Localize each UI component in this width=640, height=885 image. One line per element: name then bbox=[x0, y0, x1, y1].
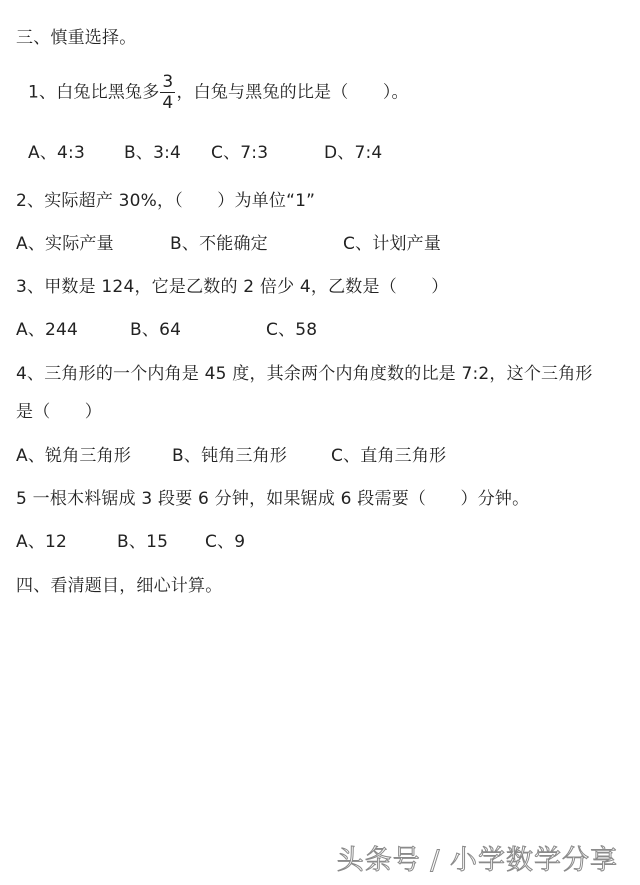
question-5-options bbox=[0, 530, 640, 554]
question-4-line-1: 4、三角形的一个内角是 45 度，其余两个内角度数的比是 7:2，这个三角形 bbox=[16, 364, 593, 384]
question-1 bbox=[28, 72, 409, 116]
question-3-options bbox=[0, 318, 640, 342]
option-a: A、实际产量 bbox=[16, 234, 114, 254]
question-1-options bbox=[0, 141, 640, 165]
option-b: B、钝角三角形 bbox=[172, 446, 288, 466]
section-4-title: 四、看清题目，细心计算。 bbox=[16, 576, 223, 596]
section-3-title: 三、慎重选择。 bbox=[16, 28, 137, 48]
option-c: C、9 bbox=[205, 532, 246, 552]
option-c: C、58 bbox=[266, 320, 318, 340]
question-1-prefix: 1、白兔比黑兔多 bbox=[28, 82, 160, 103]
question-4-options bbox=[0, 444, 640, 468]
option-d: D、7:4 bbox=[324, 143, 383, 163]
option-b: B、64 bbox=[130, 320, 182, 340]
option-c: C、计划产量 bbox=[343, 234, 442, 254]
question-4-line-2: 是（ ） bbox=[16, 402, 102, 422]
question-2: 2、实际超产 30%，（ ）为单位“1” bbox=[16, 191, 316, 211]
question-2-options bbox=[0, 232, 640, 256]
option-c: C、直角三角形 bbox=[331, 446, 447, 466]
option-b: B、15 bbox=[117, 532, 169, 552]
question-3: 3、甲数是 124，它是乙数的 2 倍少 4，乙数是（ ） bbox=[16, 277, 449, 297]
fraction-numerator: 3 bbox=[162, 72, 174, 92]
option-a: A、244 bbox=[16, 320, 79, 340]
option-c: C、7:3 bbox=[211, 143, 269, 163]
option-b: B、3:4 bbox=[124, 143, 182, 163]
option-a: A、锐角三角形 bbox=[16, 446, 132, 466]
question-1-suffix: ，白兔与黑兔的比是（ ）。 bbox=[176, 82, 409, 103]
option-a: A、4:3 bbox=[28, 143, 85, 163]
fraction-three-quarters bbox=[160, 72, 175, 113]
option-b: B、不能确定 bbox=[170, 234, 268, 254]
question-5: 5 一根木料锯成 3 段要 6 分钟，如果锯成 6 段需要（ ）分钟。 bbox=[16, 489, 530, 509]
watermark: 头条号 / 小学数学分享 bbox=[336, 845, 618, 876]
fraction-denominator: 4 bbox=[162, 93, 174, 113]
option-a: A、12 bbox=[16, 532, 68, 552]
